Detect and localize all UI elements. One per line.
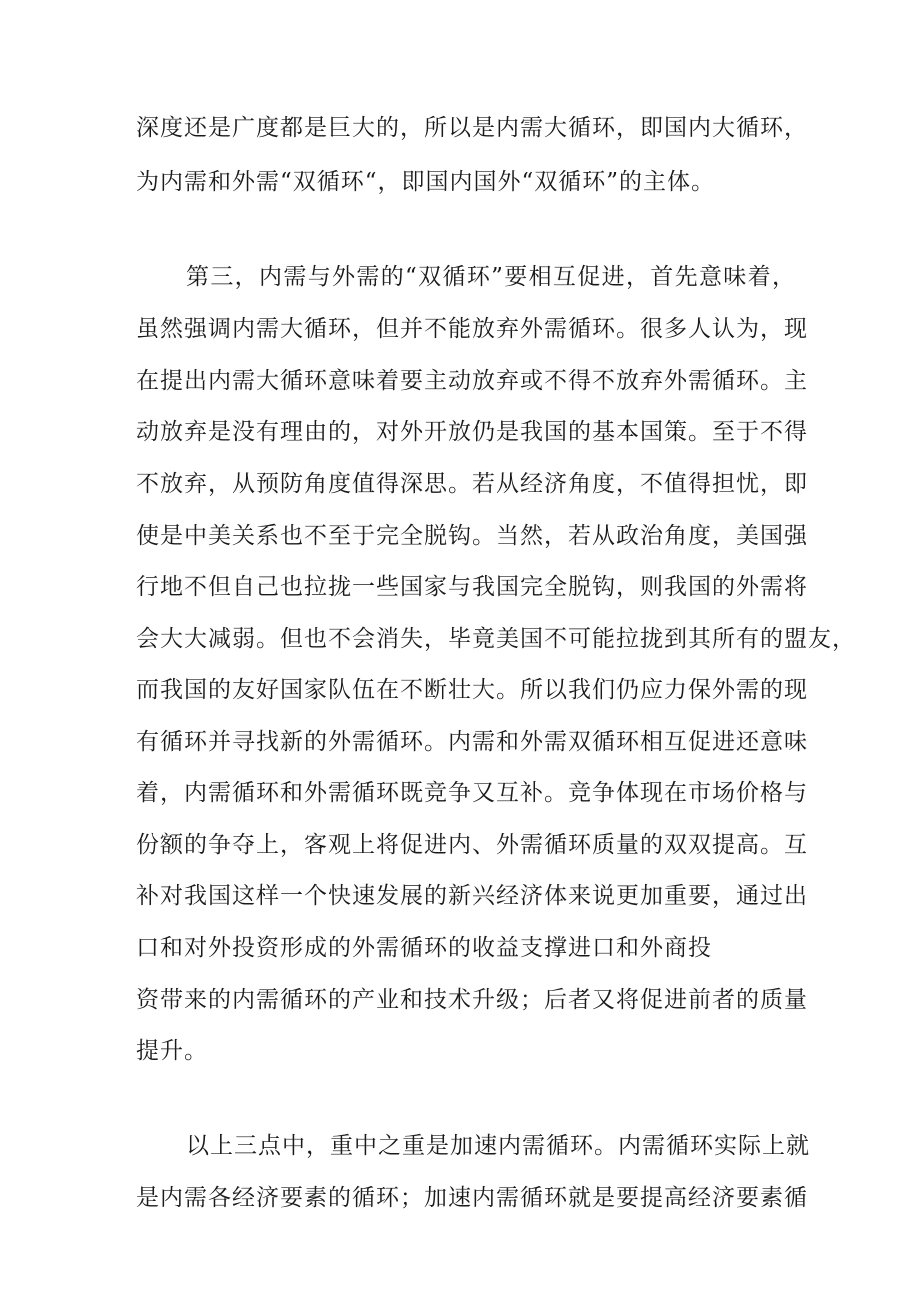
- paragraph-line: 着，内需循环和外需循环既竞争又互补。竞争体现在市场价格与: [136, 780, 808, 806]
- paragraph-line: 口和对外投资形成的外需循环的收益支撑进口和外商投: [136, 935, 712, 961]
- paragraph-line: 提升。: [136, 1038, 208, 1064]
- paragraph-line: 有循环并寻找新的外需循环。内需和外需双循环相互促进还意味: [136, 729, 808, 755]
- paragraph-line: 份额的争夺上，客观上将促进内、外需循环质量的双双提高。互: [136, 832, 808, 858]
- paragraph-line: 动放弃是没有理由的，对外开放仍是我国的基本国策。至于不得: [136, 419, 808, 445]
- paragraph-line: 使是中美关系也不至于完全脱钩。当然，若从政治角度，美国强: [136, 523, 808, 549]
- paragraph-line: 会大大减弱。但也不会消失，毕竟美国不可能拉拢到其所有的盟友，: [136, 626, 856, 652]
- paragraph-line: 为内需和外需“双循环“，即国内国外“双循环”的主体。: [136, 169, 716, 195]
- paragraph-first-line: 第三，内需与外需的“双循环”要相互促进，首先意味着，: [186, 264, 796, 290]
- paragraph-line: 行地不但自己也拉拢一些国家与我国完全脱钩，则我国的外需将: [136, 574, 808, 600]
- paragraph-first-line: 以上三点中，重中之重是加速内需循环。内需循环实际上就: [186, 1133, 810, 1159]
- paragraph-line: 而我国的友好国家队伍在不断壮大。所以我们仍应力保外需的现: [136, 677, 808, 703]
- paragraph-line: 不放弃，从预防角度值得深思。若从经济角度，不值得担忧，即: [136, 471, 808, 497]
- paragraph-line: 虽然强调内需大循环，但并不能放弃外需循环。很多人认为，现: [136, 316, 808, 342]
- paragraph-line: 是内需各经济要素的循环；加速内需循环就是要提高经济要素循: [136, 1185, 808, 1211]
- paragraph-line: 深度还是广度都是巨大的，所以是内需大循环，即国内大循环，: [136, 115, 808, 141]
- paragraph-line: 补对我国这样一个快速发展的新兴经济体来说更加重要，通过出: [136, 883, 808, 909]
- paragraph-line: 资带来的内需循环的产业和技术升级；后者又将促进前者的质量: [136, 987, 808, 1013]
- paragraph-line: 在提出内需大循环意味着要主动放弃或不得不放弃外需循环。主: [136, 368, 808, 394]
